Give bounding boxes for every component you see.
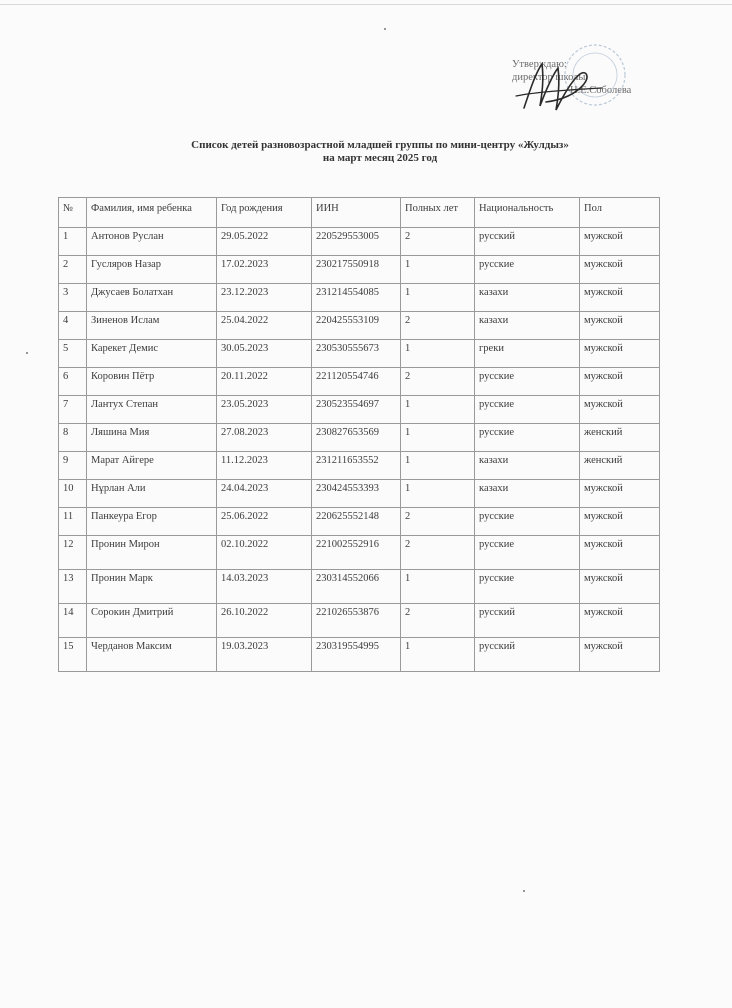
table-row [59,570,660,604]
cell-number: 8 [59,424,87,452]
table-row [59,638,660,672]
cell-name: Панкеура Егор [87,508,217,536]
table-header-row [59,198,660,228]
scan-speck [26,352,28,354]
table-row [59,228,660,256]
cell-birth-date: 14.03.2023 [217,570,312,604]
cell-name: Пронин Мирон [87,536,217,570]
cell-iin: 221120554746 [312,368,401,396]
cell-age: 2 [401,228,475,256]
cell-nationality: греки [475,340,580,368]
cell-name: Марат Айгере [87,452,217,480]
cell-gender: женский [580,424,660,452]
cell-iin: 230827653569 [312,424,401,452]
cell-gender: мужской [580,396,660,424]
cell-gender: мужской [580,368,660,396]
cell-age: 1 [401,638,475,672]
cell-nationality: казахи [475,452,580,480]
cell-number: 11 [59,508,87,536]
cell-number: 2 [59,256,87,284]
cell-gender: мужской [580,228,660,256]
children-table [58,197,660,672]
cell-name: Сорокин Дмитрий [87,604,217,638]
table-row [59,284,660,312]
cell-age: 2 [401,368,475,396]
cell-age: 1 [401,340,475,368]
cell-iin: 230217550918 [312,256,401,284]
cell-nationality: русские [475,508,580,536]
cell-birth-date: 24.04.2023 [217,480,312,508]
header-iin: ИИН [312,198,401,228]
cell-name: Пронин Марк [87,570,217,604]
cell-nationality: казахи [475,284,580,312]
cell-iin: 231214554085 [312,284,401,312]
cell-nationality: русские [475,570,580,604]
header-nationality: Национальность [475,198,580,228]
table-row [59,340,660,368]
cell-name: Гусляров Назар [87,256,217,284]
table-row [59,536,660,570]
cell-nationality: русские [475,396,580,424]
cell-name: Коровин Пётр [87,368,217,396]
table-row [59,368,660,396]
header-name: Фамилия, имя ребенка [87,198,217,228]
cell-gender: мужской [580,256,660,284]
cell-name: Зиненов Ислам [87,312,217,340]
cell-nationality: русский [475,228,580,256]
scan-edge-line [0,4,732,5]
cell-birth-date: 23.05.2023 [217,396,312,424]
cell-age: 1 [401,452,475,480]
table-row [59,256,660,284]
cell-iin: 230530555673 [312,340,401,368]
cell-gender: женский [580,452,660,480]
cell-gender: мужской [580,638,660,672]
cell-age: 1 [401,570,475,604]
cell-gender: мужской [580,284,660,312]
cell-name: Лантух Степан [87,396,217,424]
cell-birth-date: 29.05.2022 [217,228,312,256]
header-age: Полных лет [401,198,475,228]
cell-iin: 221002552916 [312,536,401,570]
cell-iin: 230523554697 [312,396,401,424]
cell-number: 15 [59,638,87,672]
cell-gender: мужской [580,312,660,340]
cell-nationality: русские [475,424,580,452]
cell-iin: 220625552148 [312,508,401,536]
table-row [59,480,660,508]
cell-gender: мужской [580,570,660,604]
title-line-2: на март месяц 2025 год [322,152,438,164]
cell-number: 4 [59,312,87,340]
cell-gender: мужской [580,480,660,508]
cell-iin: 220425553109 [312,312,401,340]
cell-birth-date: 25.04.2022 [217,312,312,340]
signature-icon [506,50,616,120]
cell-iin: 230319554995 [312,638,401,672]
cell-birth-date: 11.12.2023 [217,452,312,480]
table-row [59,452,660,480]
cell-age: 1 [401,256,475,284]
cell-iin: 231211653552 [312,452,401,480]
cell-age: 2 [401,312,475,340]
cell-age: 1 [401,424,475,452]
cell-age: 1 [401,480,475,508]
table-row [59,312,660,340]
cell-nationality: казахи [475,480,580,508]
cell-birth-date: 20.11.2022 [217,368,312,396]
approval-line-3: Н.Е.Соболева [570,85,632,96]
table-row [59,424,660,452]
cell-number: 7 [59,396,87,424]
cell-iin: 230314552066 [312,570,401,604]
cell-nationality: русский [475,604,580,638]
cell-age: 2 [401,604,475,638]
cell-iin: 221026553876 [312,604,401,638]
cell-gender: мужской [580,536,660,570]
cell-birth-date: 26.10.2022 [217,604,312,638]
cell-age: 2 [401,536,475,570]
cell-number: 9 [59,452,87,480]
cell-number: 5 [59,340,87,368]
document-title [140,139,620,165]
cell-gender: мужской [580,340,660,368]
cell-number: 6 [59,368,87,396]
cell-iin: 230424553393 [312,480,401,508]
cell-number: 13 [59,570,87,604]
scan-speck [523,890,525,892]
cell-gender: мужской [580,604,660,638]
header-birth-date: Год рождения [217,198,312,228]
cell-birth-date: 17.02.2023 [217,256,312,284]
cell-name: Нұрлан Али [87,480,217,508]
cell-name: Джусаев Болатхан [87,284,217,312]
header-number: № [59,198,87,228]
header-gender: Пол [580,198,660,228]
cell-nationality: казахи [475,312,580,340]
cell-number: 14 [59,604,87,638]
cell-name: Антонов Руслан [87,228,217,256]
cell-age: 1 [401,396,475,424]
cell-name: Черданов Максим [87,638,217,672]
cell-birth-date: 27.08.2023 [217,424,312,452]
cell-birth-date: 30.05.2023 [217,340,312,368]
cell-nationality: русский [475,638,580,672]
table-row [59,508,660,536]
approval-line-1: Утверждаю: [512,59,567,70]
table-row [59,396,660,424]
table-row [59,604,660,638]
cell-birth-date: 19.03.2023 [217,638,312,672]
cell-nationality: русские [475,256,580,284]
cell-iin: 220529553005 [312,228,401,256]
title-line-1: Список детей разновозрастной младшей группы по мини-центру «Жулдыз» [191,139,569,151]
cell-birth-date: 02.10.2022 [217,536,312,570]
cell-age: 2 [401,508,475,536]
cell-birth-date: 23.12.2023 [217,284,312,312]
cell-number: 3 [59,284,87,312]
cell-nationality: русские [475,368,580,396]
cell-number: 10 [59,480,87,508]
cell-age: 1 [401,284,475,312]
cell-number: 12 [59,536,87,570]
cell-birth-date: 25.06.2022 [217,508,312,536]
scan-speck [384,28,386,30]
approval-line-2: директор школы [512,72,586,83]
cell-gender: мужской [580,508,660,536]
cell-nationality: русские [475,536,580,570]
cell-name: Карекет Демис [87,340,217,368]
cell-number: 1 [59,228,87,256]
cell-name: Ляшина Мия [87,424,217,452]
